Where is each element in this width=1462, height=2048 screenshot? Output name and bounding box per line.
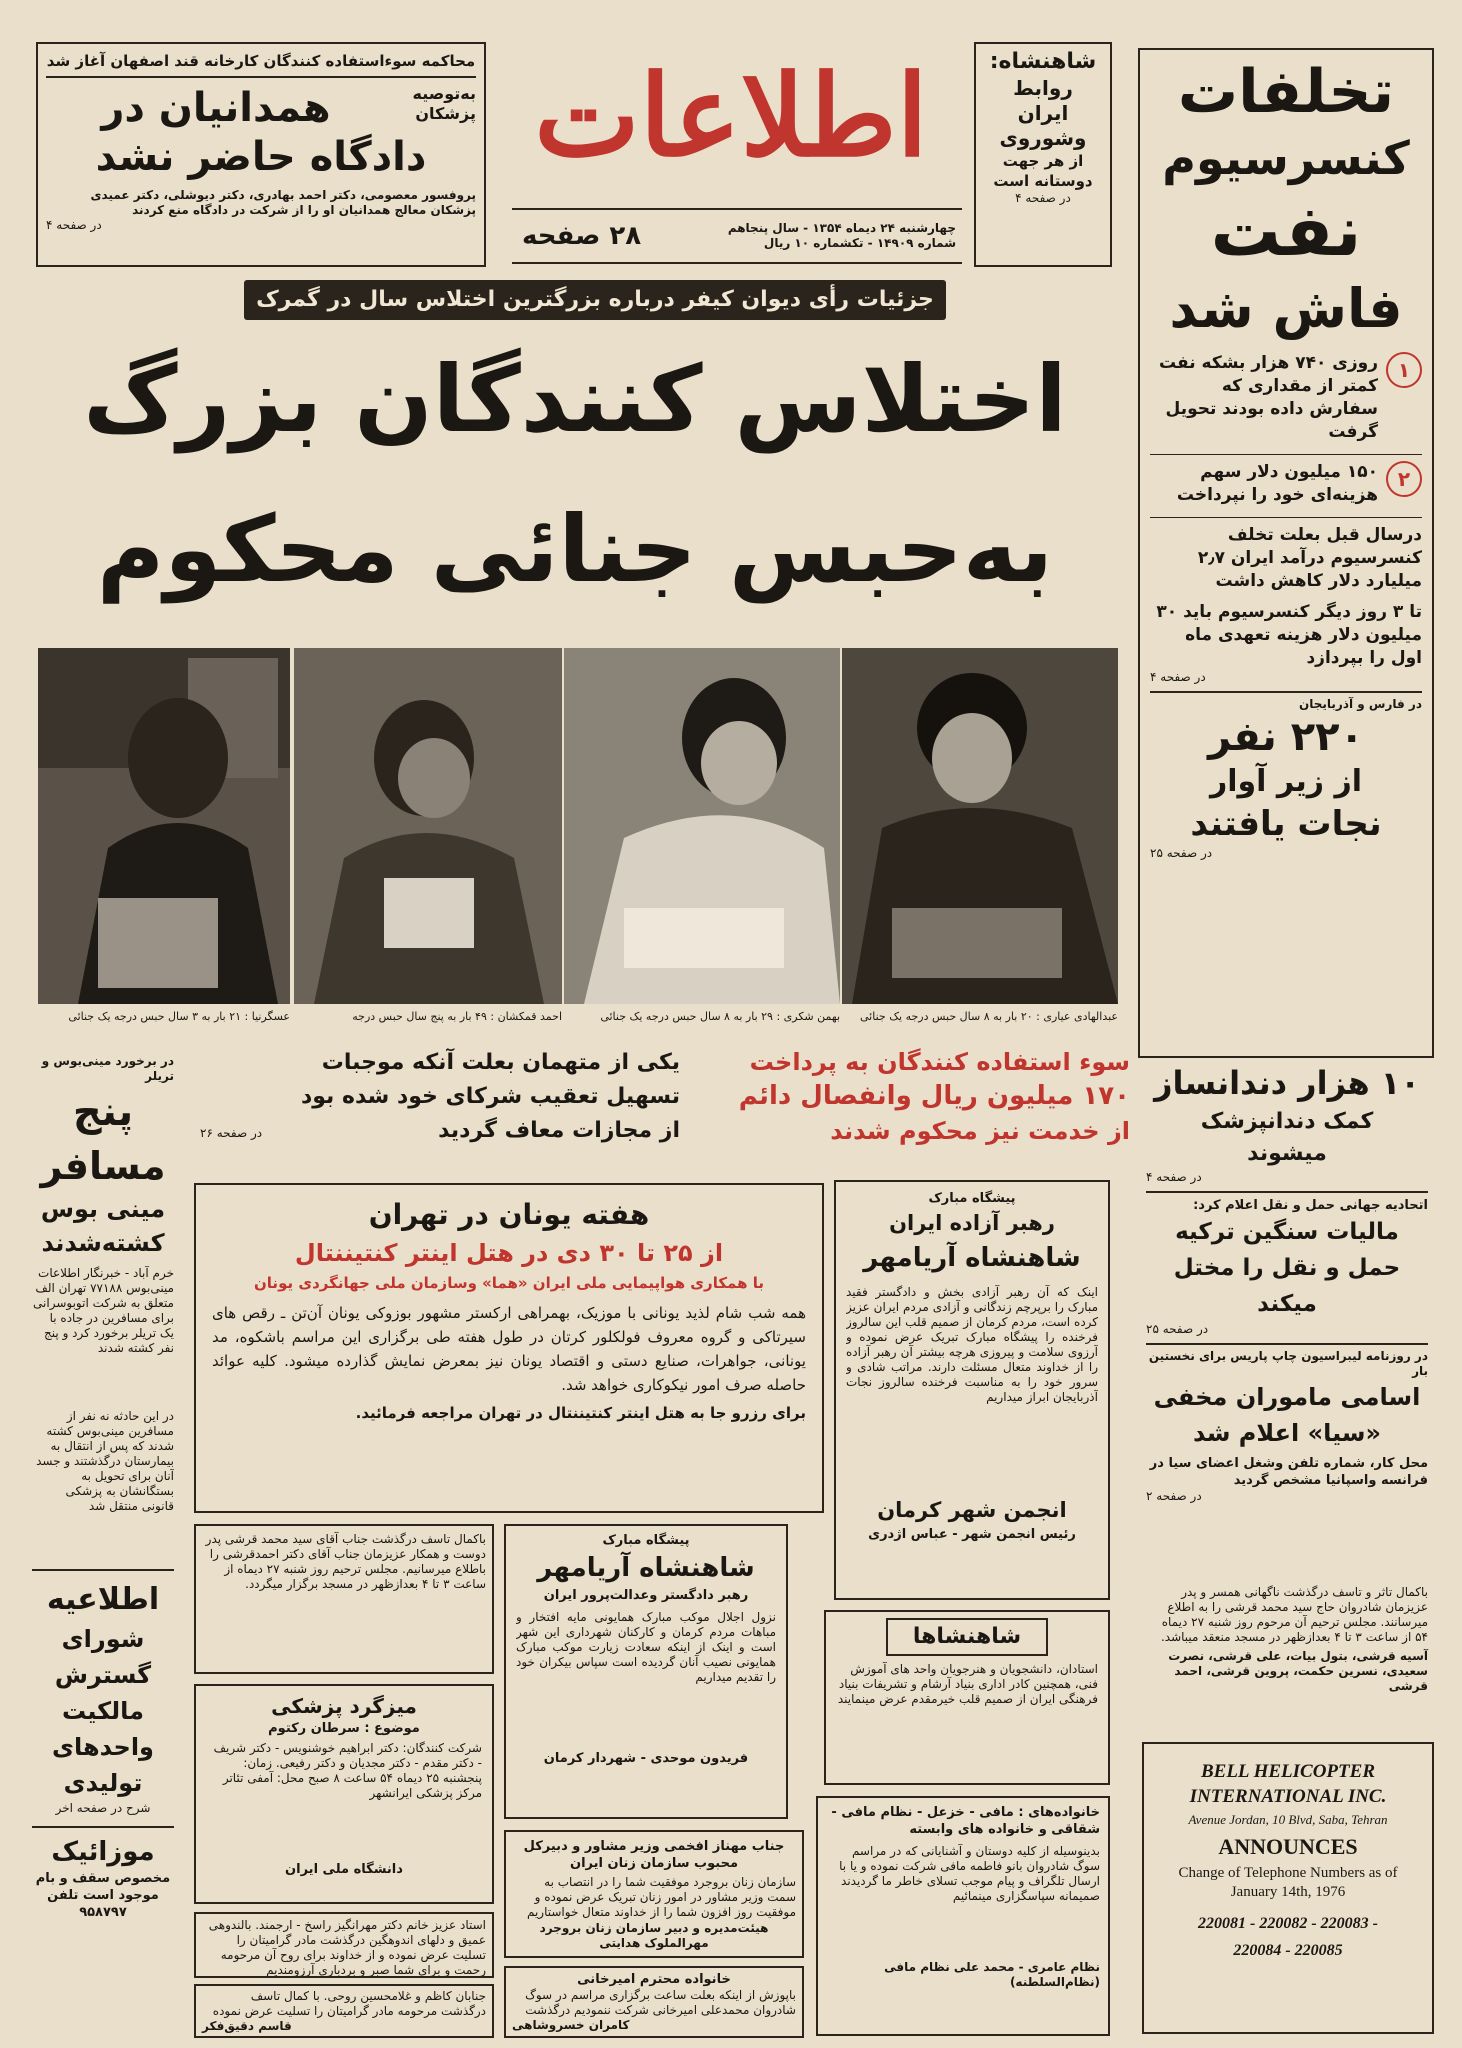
dentists-sub: میشوند <box>1247 1141 1327 1166</box>
cia-kicker: در روزنامه لیبراسیون چاپ پاریس برای نخستین بار <box>1148 1349 1428 1378</box>
quake-headline: از زیر آوار <box>1209 764 1363 799</box>
oil-headline: نفت <box>1210 190 1362 272</box>
point-text: ۱۵۰ میلیون دلار سهم هزینه‌ای خود را نپرداخت <box>1176 462 1378 505</box>
masthead <box>496 42 966 202</box>
main-headline-1-wrap <box>30 335 1120 465</box>
families-body: بدینوسیله از کلیه دوستان و آشنایانی که در مراسم سوگ شادروان بانو فاطمه مافی شرکت نموده و یا با ارسال تلگراف و پیام موجب تسلای خاطر ما گردیدند صمیمانه سپاسگزاری مینمائیم <box>839 1844 1100 1903</box>
main-headline-2: به‌حبس جنائی محکوم <box>96 496 1054 603</box>
seminar-body: شرکت کنندگان: دکتر ابراهیم خوشنویس - دکتر شریف - دکتر مقدم - دکتر مجدیان و دکتر رفیعی. زمان: پنجشنبه ۲۵ دیماه ۵۴ ساعت ۸ صبح محل: آمفی تئاتر مرکز پزشکی ایرانشهر <box>213 1741 482 1800</box>
death-notice <box>194 1524 494 1674</box>
mosaic-phone: موجود است تلفن ۹۵۸۷۹۷ <box>47 1888 159 1920</box>
story-ref: در صفحه ۴ <box>46 218 102 232</box>
minister-sign: هیئت‌مدیره و دبیر سازمان زنان بروجرد مهرالملوک هدایتی <box>539 1921 769 1950</box>
transport-kicker: اتحادیه جهانی حمل و نقل اعلام کرد: <box>1193 1198 1428 1213</box>
story-headline-1: همدانیان در <box>101 85 331 131</box>
mosaic-ad <box>32 1826 174 1921</box>
sub-b-line-3: از مجازات معاف گردید <box>438 1118 680 1143</box>
ad-line-2: رهبر دادگستر وعدالت‌پرور ایران <box>543 1588 749 1603</box>
bell-numbers-2: 220084 - 220085 <box>1233 1942 1343 1959</box>
transport-ref: در صفحه ۲۵ <box>1146 1322 1209 1336</box>
right-column-lower <box>1140 1060 1434 1570</box>
seminar-sign: دانشگاه ملی ایران <box>285 1862 403 1877</box>
ad-body: نزول اجلال موکب مبارک همایونی مایه افتخار و مباهات مردم کرمان و کارکنان شهرداری این شهر است و اینک از اینکه سعادت زیارت موکب مبارک همایونی نصیب آنان گردیده است سپاس بیکران خود را تقدیم میداریم <box>516 1610 776 1684</box>
story-body: پروفسور معصومی، دکتر احمد بهادری، دکتر دیوشلی، دکتر عمیدی پزشکان معالج همدانیان او را از شرکت در دادگاه منع کردند <box>90 188 476 217</box>
notice-line: شورای <box>61 1625 145 1653</box>
bus-kicker: در برخورد مینی‌بوس و تریلر <box>41 1054 174 1083</box>
greek-week-ad <box>194 1183 824 1513</box>
dentists-sub: کمک دندانپزشک <box>1200 1109 1374 1134</box>
sub-b-line-2: تسهیل تعقیب شرکای خود شده بود <box>300 1084 680 1109</box>
sub-a-line-1: ۱۷۰ میلیون ریال وانفصال دائم <box>738 1081 1130 1111</box>
greek-body: همه شب شام لذید یونانی با موزیک، بهمراهی ارکستر مشهور بوزوکی یونان آن‌تن ـ رقص های سیرتاکی و گروه معروف فولکلور کرتان در طول هفته طی برگزاری این مراسم باشکوه، مد یونانی، جواهرات، صنایع دستی و اقتصاد یونان نیز بمعرض نمایش گذارده میشود. کلیه عوائد حاصله صرف امور نیکوکاری خواهد شد. <box>212 1304 806 1394</box>
ad-small: پیشگاه مبارک <box>602 1533 690 1548</box>
ad-body: اینک که آن رهبر آزادی بخش و دادگستر فقید مبارک را برپرچم زندگانی و آزادی مردم ایران عزیز کرده است، مردم کرمان از صمیم قلب این سالروز فرخنده را پیشگاه مبارک تبریک عرض نموده و آرزوی سلامت و پیروزی هرچه بیشتر آن رهبر آزاده را از خداوند متعال مسئلت دارند. مراتب شادی و سرور خود را به مناسبت فرخنده سالروز نجات آذربایجان ابراز میداریم <box>846 1285 1098 1404</box>
notice-line: مالکیت <box>61 1697 145 1725</box>
ad-sign: انجمن شهر کرمان <box>877 1498 1067 1522</box>
bus-headline: پنج <box>72 1089 134 1135</box>
seminar-ad <box>194 1684 494 1904</box>
greek-title: هفته یونان در تهران <box>368 1198 650 1231</box>
cia-ref: در صفحه ۲ <box>1146 1489 1202 1503</box>
date-line: چهارشنبه ۲۴ دیماه ۱۳۵۴ - سال پنجاهم <box>727 221 956 235</box>
main-kicker-bar <box>244 280 946 320</box>
sub-headline-b <box>200 1046 680 1156</box>
death-notice-text: باکمال تاسف درگذشت جناب آقای سید محمد قرشی پدر دوست و همکار عزیزمان جناب آقای دکتر احمدقرشی را باطلاع میرسانیم. مجلس ترحیم روز شنبه ۲۷ دیماه از ساعت ۳ تا ۴ بعدازظهر در مسجد برگزار میگردد. <box>205 1532 486 1591</box>
defendant-photo <box>842 648 1118 1004</box>
greek-sponsors: با همکاری هواپیمایی ملی ایران «هما» وسازمان ملی جهانگردی یونان <box>254 1274 764 1292</box>
shahanshah-title: شاهنشاه: <box>989 49 1097 74</box>
point-number: ۲ <box>1386 461 1422 497</box>
sub-a-line-2: از خدمت نیز محکوم شدند <box>830 1117 1130 1145</box>
kerman-ad-2 <box>504 1524 788 1819</box>
oil-headline: کنسرسیوم <box>1162 131 1410 185</box>
roohi-text: جنابان کاظم و غلامحسین روحی. با کمال تاسف درگذشت مرحومه مادر گرامیتان را تسلیت عرض نموده <box>212 1989 486 2018</box>
oil-ref: در صفحه ۴ <box>1150 670 1206 684</box>
cia-headline: «سیا» اعلام شد <box>1192 1419 1382 1447</box>
notice-line: تولیدی <box>63 1769 143 1797</box>
bus-body-2: در این حادثه نه نفر از مسافرین مینی‌بوس کشته شدند که پس از انتقال به بیمارستان درگذشتند و جسد آنان برای تحویل به بستگانشان به پزشکی قانونی منتقل شد <box>36 1409 174 1513</box>
transport-story <box>1146 1191 1428 1337</box>
quake-headline: نجات یافتند <box>1190 804 1382 844</box>
oil-headline: فاش شد <box>1169 277 1403 340</box>
bus-body: خرم آباد - خبرنگار اطلاعات مینی‌بوس ۷۷۱۸۸ تهران الف متعلق به شرکت اتوبوسرانی برای مسافرین در جاده با یک تریلر برخورد کرد و پنج نفر کشته شدند <box>33 1266 174 1355</box>
teacher-condolence <box>194 1912 494 1978</box>
bell-numbers-1: 220081 - 220082 - 220083 - <box>1198 1915 1378 1932</box>
masthead-title: اطلاعات <box>534 51 928 182</box>
photo-caption: احمد قمکشان : ۴۹ بار به پنج سال حبس درجه <box>352 1010 562 1023</box>
roohi-condolence <box>194 1984 494 2038</box>
left-column <box>28 1054 178 2029</box>
ad-line-2: شاهنشاه آریامهر <box>863 1243 1081 1273</box>
defendant-photo <box>38 648 290 1004</box>
sub-b-ref: در صفحه ۲۶ <box>200 1126 263 1140</box>
mosaic-title: موزائیک <box>51 1837 155 1867</box>
families-title: خانواده‌های : مافی - خزعل - نظام مافی - شقاقی و خانواده های وابسته <box>831 1805 1100 1837</box>
notice-line: واحدهای <box>52 1733 154 1761</box>
bus-headline: مینی بوس <box>40 1195 166 1223</box>
issue-line: شماره ۱۴۹۰۹ - تکشماره ۱۰ ریال <box>763 236 956 250</box>
bell-address: Avenue Jordan, 10 Blvd, Saba, Tehran <box>1188 1812 1388 1827</box>
seminar-title: میزگرد پزشکی <box>271 1694 417 1718</box>
shahanshah-box <box>974 42 1112 267</box>
bell-line-2: INTERNATIONAL INC. <box>1189 1786 1387 1807</box>
point-1 <box>1150 352 1422 444</box>
story-kicker: محاکمه سوءاستفاده کنندگان کارخانه قند اصفهان آغاز شد <box>46 50 476 78</box>
bell-line-1: BELL HELICOPTER <box>1200 1761 1375 1782</box>
sub-headline-a <box>690 1046 1130 1156</box>
dentists-headline: ۱۰ هزار دندانساز <box>1154 1064 1420 1102</box>
ad-sign: فریدون موحدی - شهردار کرمان <box>543 1751 749 1766</box>
defendant-photo <box>564 648 840 1004</box>
notice-box <box>32 1569 174 1816</box>
amirkhani-ad <box>504 1966 804 2038</box>
minister-body: سازمان زنان بروجرد موفقیت شما را در انتصاب به سمت وزیر مشاور در امور زنان تبریک عرض نموده و موفقیت روز افزون شما را از خداوند متعال خواستاریم <box>526 1875 796 1919</box>
amirkhani-sign: کامران خسروشاهی <box>512 2018 630 2032</box>
point-number: ۱ <box>1386 352 1422 388</box>
kerman-ad-1 <box>834 1180 1110 1600</box>
story-note: به‌توصیه پزشکان <box>412 84 476 123</box>
thanks-sign: آسیه قرشی، بتول بیات، علی قرشی، نصرت سعیدی، نسرین حکمت، پروین قرشی، احمد قرشی <box>1168 1649 1428 1693</box>
notice-ref: شرح در صفحه اخر <box>55 1801 151 1815</box>
bell-change: Change of Telephone Numbers as of January 14th, 1976 <box>1178 1865 1398 1900</box>
story-headline-2: دادگاه حاضر نشد <box>95 134 427 180</box>
point-text: روزی ۷۴۰ هزار بشکه نفت کمتر از مقداری که سفارش داده بودند تحویل گرفت <box>1158 353 1378 442</box>
greek-footer: برای رزرو جا به هتل اینتر کنتیننتال در تهران مراجعه فرمائید. <box>355 1404 806 1422</box>
cia-story <box>1146 1343 1428 1504</box>
masthead-info <box>512 208 962 264</box>
main-kicker: جزئیات رأی دیوان کیفر درباره بزرگترین اختلاس سال در گمرک <box>256 287 934 312</box>
top-left-story <box>36 42 486 267</box>
bell-helicopter-ad <box>1142 1742 1434 2034</box>
seminar-topic: موضوع : سرطان رکتوم <box>268 1721 420 1736</box>
oil-headline: تخلفات <box>1177 57 1395 127</box>
transport-headline: مالیات سنگین ترکیه <box>1175 1219 1399 1245</box>
shahanshah-line: روابط <box>1013 76 1073 100</box>
shahanshah-ref: در صفحه ۴ <box>1015 191 1071 205</box>
bell-announces: ANNOUNCES <box>1218 1834 1358 1859</box>
page-count: ۲۸ صفحه <box>522 221 642 251</box>
main-headline-2-wrap <box>30 480 1120 620</box>
ad-line-1: رهبر آزاده ایران <box>889 1211 1055 1235</box>
sub-b-line-1: یکی از متهمان بعلت آنکه موجبات <box>321 1050 680 1075</box>
amirkhani-title: خانواده محترم امیرخانی <box>577 1972 731 1987</box>
shahanshah-line: وشوروی <box>999 126 1087 150</box>
bus-headline: کشته‌شدند <box>41 1229 165 1257</box>
shahanshah-line: از هر جهت <box>1002 152 1084 170</box>
mosaic-line: مخصوص سقف و بام <box>35 1871 171 1886</box>
photo-caption: عسگرنیا : ۲۱ بار به ۳ سال حبس درجه یک جنائی <box>68 1010 290 1023</box>
ad-names: رئیس انجمن شهر - عباس اژدری <box>868 1527 1076 1542</box>
cia-body: محل کار، شماره تلفن وشغل اعضای سیا در فرانسه واسپانیا مشخص گردید <box>1149 1456 1428 1488</box>
amirkhani-body: باپوزش از اینکه بعلت ساعت برگزاری مراسم در سوگ شادروان محمدعلی امیرخانی شرکت ننمودیم درگذشت <box>525 1988 796 2017</box>
shahanshah-line: ایران <box>1017 101 1069 125</box>
shahanshaha-body: استادان، دانشجویان و هنرجویان واحد های آموزش فنی، همچنین کادر اداری بنیاد آرشام و تشریفات بنیاد فرهنگی ایران از صمیم قلب خیرمقدم عرض مینمایند <box>837 1662 1098 1706</box>
quake-kicker: در فارس و آذربایجان <box>1299 697 1422 711</box>
quake-headline: ۲۲۰ نفر <box>1208 714 1364 760</box>
minister-title: جناب مهناز افخمی وزیر مشاور و دبیرکل محبوب سازمان زنان ایران <box>523 1839 785 1871</box>
bus-headline: مسافر <box>40 1144 166 1188</box>
notice-line: اطلاعیه <box>46 1582 160 1617</box>
thanks-notice <box>1140 1585 1434 1715</box>
main-headline-1: اختلاس کنندگان بزرگ <box>83 346 1067 453</box>
roohi-sign: قاسم دقیق‌فکر <box>202 2019 292 2033</box>
shahanshaha-ad <box>824 1610 1110 1785</box>
photo-caption: عبدالهادی عیاری : ۲۰ بار به ۸ سال حبس درجه یک جنائی <box>860 1010 1118 1023</box>
notice-line: گسترش <box>54 1661 152 1689</box>
dentists-ref: در صفحه ۴ <box>1146 1170 1202 1184</box>
oil-para-1: درسال قبل بعلت تخلف کنسرسیوم درآمد ایران ۲٫۷ میلیارد دلار کاهش داشت <box>1150 517 1422 593</box>
families-ad <box>816 1796 1110 2036</box>
transport-headline: حمل و نقل را مختل میکند <box>1173 1255 1401 1317</box>
right-column <box>1138 48 1434 1058</box>
ad-small: پیشگاه مبارک <box>928 1191 1016 1206</box>
shahanshah-line: دوستانه است <box>993 172 1093 190</box>
thanks-text: باکمال تاثر و تاسف درگذشت ناگهانی همسر و پدر عزیزمان شادروان حاج سید محمد قرشی را به اطلاع میرسانند. مجلس ترحیم آن مرحوم روز شنبه ۲۷ دیماه ۵۴ از ساعت ۳ تا ۴ بعدازظهر در مسجد منعقد میباشد. <box>1160 1585 1428 1644</box>
photo-caption: بهمن شکری : ۲۹ بار به ۸ سال حبس درجه یک جنائی <box>600 1010 840 1023</box>
ad-line-1: شاهنشاه آریامهر <box>537 1553 755 1583</box>
greek-dates: از ۲۵ تا ۳۰ دی در هتل اینتر کنتیننتال <box>294 1239 724 1267</box>
quake-story <box>1150 691 1422 861</box>
point-2 <box>1150 454 1422 507</box>
defendant-photo <box>294 648 562 1004</box>
quake-ref: در صفحه ۲۵ <box>1150 846 1213 860</box>
minister-ad <box>504 1830 804 1958</box>
shahanshaha-title: شاهنشاها <box>886 1618 1048 1656</box>
sub-a-kicker: سوء استفاده کنندگان به پرداخت <box>749 1048 1130 1076</box>
teacher-text: استاد عزیز خانم دکتر مهرانگیز راسخ - ارجمند. بالندوهی عمیق و دلهای اندوهگین درگذشت مادر گرامیتان را تسلیت عرض نموده و از خداوند برای روح آن مرحومه رحمت و برای شما صبر و بردباری آرزومندیم <box>208 1918 486 1977</box>
cia-headline: اسامی ماموران مخفی <box>1153 1383 1421 1411</box>
oil-para-2: تا ۳ روز دیگر کنسرسیوم باید ۳۰ میلیون دلار هزینه تعهدی ماه اول را بپردازد <box>1156 602 1422 668</box>
families-sign: نظام عامری - محمد علی نظام مافی (نظام‌السلطنه) <box>884 1960 1100 1989</box>
